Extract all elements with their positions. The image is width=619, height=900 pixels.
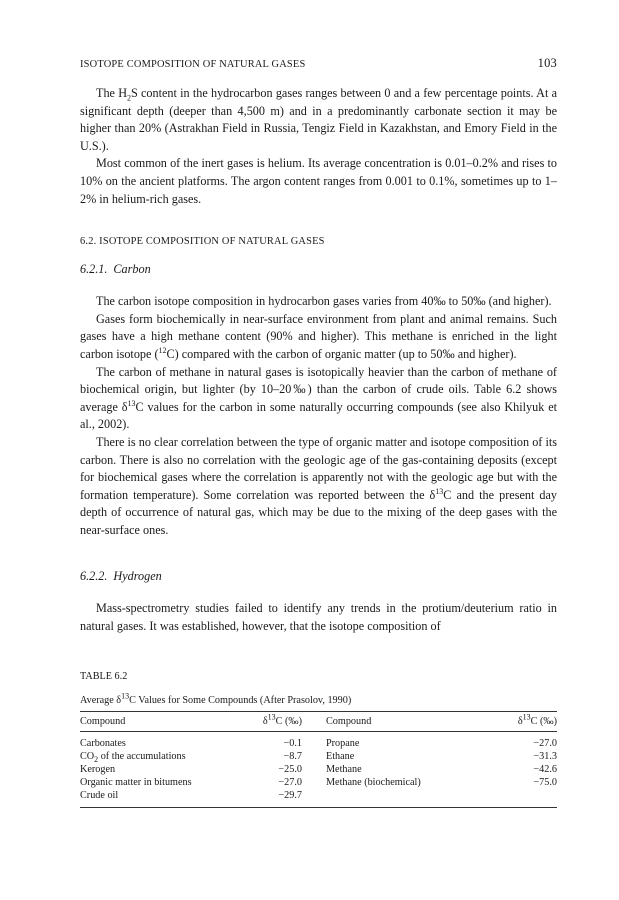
header-compound-left: Compound <box>80 711 230 731</box>
cell-value: −75.0 <box>533 777 557 789</box>
cell-value: −31.3 <box>533 750 557 762</box>
running-header <box>80 56 557 71</box>
cell-value <box>476 789 557 807</box>
cell-compound: Crude oil <box>80 790 119 802</box>
cell-value: −27.0 <box>533 737 557 749</box>
cell-compound: Propane <box>326 737 360 749</box>
cell-compound: Carbonates <box>80 737 126 749</box>
paragraph-carbon-4: There is no clear correlation between the type of organic matter and isotope composition of its carbon. There is also no correlation with the geologic age of the gas-containing deposits (except for biochemical gases where the correlation is apparently not with the geologic age but with the formation temperature). Some correlation was reported between the $\delta^{13}C$ and the present day depth of occurrence of natural gas, which may be due to the mixing of the deep gases with the near-surface ones. <box>80 434 557 537</box>
cell-compound: Methane <box>326 764 362 776</box>
table-row <box>80 789 557 807</box>
header-compound-right: Compound <box>302 711 476 731</box>
cell-value: −42.6 <box>533 764 557 776</box>
paragraph-carbon-3: The carbon of methane in natural gases is isotopically heavier than the carbon of methane of biochemical origin, but lighter (by 10–20‰) than the carbon of crude oils. Table 6.2 shows average $\delta^{13}C$ values for the carbon in some naturally occurring compounds (see also Khilyuk et al., 2002). <box>80 364 557 432</box>
subsection-heading-carbon: 6.2.1. Carbon <box>80 262 151 277</box>
table-caption: Average $\delta^{13}C$ Values for Some Compounds (After Prasolov, 1990) <box>80 691 352 706</box>
cell-value: −25.0 <box>278 764 302 776</box>
subsection-heading-hydrogen: 6.2.2. Hydrogen <box>80 569 162 584</box>
section-title: 6.2. ISOTOPE COMPOSITION OF NATURAL GASES <box>80 236 325 248</box>
cell-value: −27.0 <box>278 777 302 789</box>
cell-compound: Organic matter in bitumens <box>80 777 192 789</box>
header-delta-left: $\delta^{13}C$ (‰) <box>230 711 302 731</box>
cell-compound: Methane (biochemical) <box>326 777 421 789</box>
paragraph-h2s: The $H_2S$ content in the hydrocarbon gases ranges between 0 and a few percentage points. At a significant depth (deeper than 4,500 m) and in a predominantly carbonate section it may be higher than 20% (Astrakhan Field in Russia, Tengiz Field in Kazakhstan, and Emory Field in the U.S.). <box>80 86 557 153</box>
isotope-table <box>80 711 557 808</box>
page <box>80 56 557 808</box>
cell-value: −29.7 <box>278 790 302 802</box>
table-row <box>80 731 557 750</box>
table-header-row <box>80 711 557 731</box>
paragraph-carbon-2: Gases form biochemically in near-surface environment from plant and animal remains. Such gases have a high methane content (90% and higher). This methane is enriched in the light carbon isotope ($^{12}$C) compared with the carbon of organic matter (up to 50‰ and higher). <box>80 311 557 361</box>
cell-value: −0.1 <box>283 737 302 749</box>
running-title: ISOTOPE COMPOSITION OF NATURAL GASES <box>80 59 306 70</box>
cell-compound: Kerogen <box>80 764 116 776</box>
cell-value: −8.7 <box>283 750 302 762</box>
table-row <box>80 750 557 763</box>
paragraph-carbon-1: The carbon isotope composition in hydrocarbon gases varies from 40‰ to 50‰ (and higher). <box>96 294 552 309</box>
paragraph-hydrogen-1: Mass-spectrometry studies failed to identify any trends in the protium/deuterium ratio in natural gases. It was established, however, that the isotope composition of <box>80 601 557 634</box>
paragraph-inert-gases: Most common of the inert gases is helium. Its average concentration is 0.01–0.2% and rises to 10% on the ancient platforms. The argon content ranges from 0.001 to 0.1%, sometimes up to 1–2% in helium-rich gases. <box>80 156 557 206</box>
table-row <box>80 763 557 776</box>
cell-compound <box>302 789 476 807</box>
cell-compound: $CO_2$ of the accumulations <box>80 750 186 764</box>
table-label: TABLE 6.2 <box>80 670 128 682</box>
page-number: 103 <box>537 56 557 70</box>
table-row <box>80 776 557 789</box>
cell-compound: Ethane <box>326 750 355 762</box>
header-delta-right: $\delta^{13}C$ (‰) <box>476 711 557 731</box>
